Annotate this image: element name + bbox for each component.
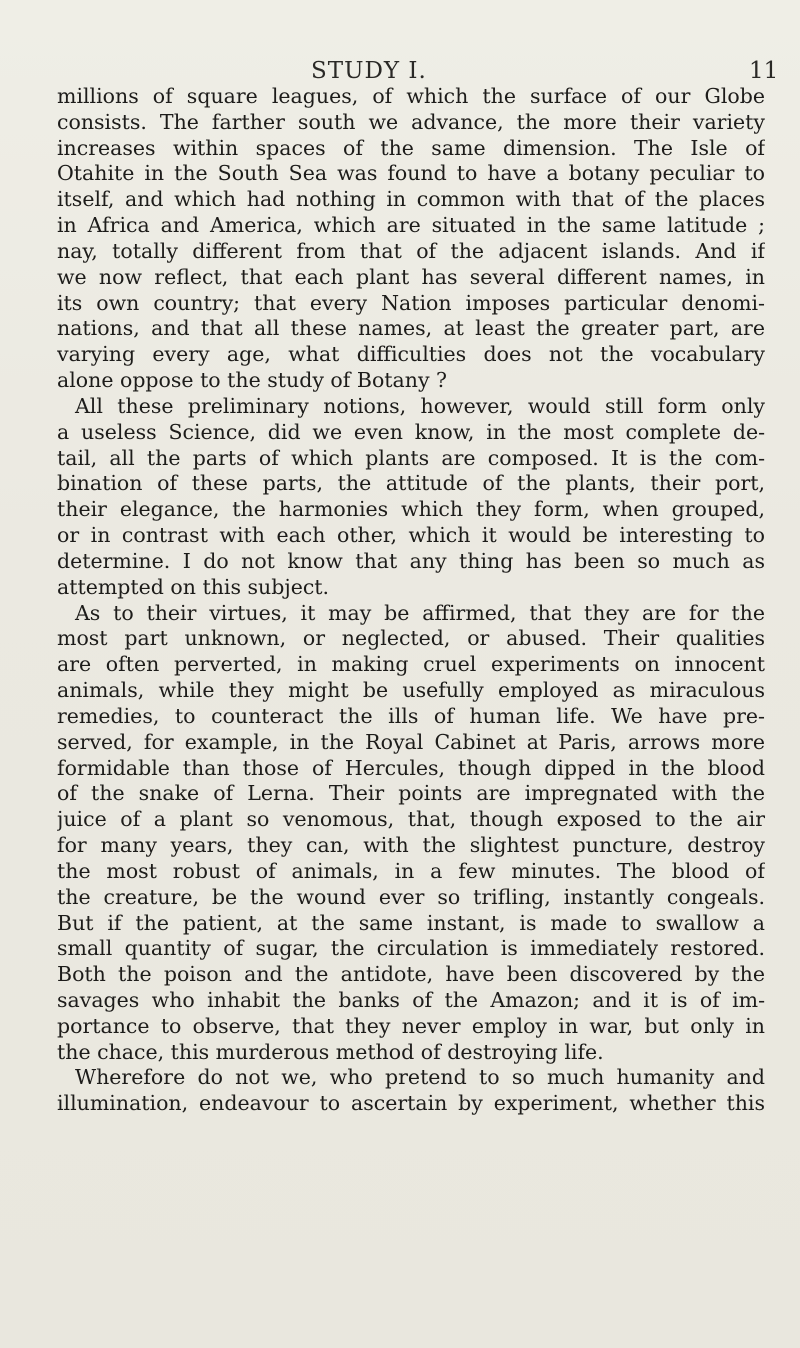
- text-line: for many years, they can, with the slightest puncture, destroy: [57, 833, 765, 858]
- text-line: the chace, this murderous method of destroying life.: [57, 1039, 604, 1064]
- text-line: Wherefore do not we, who pretend to so much humanity and: [75, 1065, 765, 1090]
- text-line: served, for example, in the Royal Cabinet at Paris, arrows more: [57, 729, 765, 754]
- text-line: millions of square leagues, of which the surface of our Globe: [57, 84, 765, 108]
- text-line: of the snake of Lerna. Their points are impregnated with the: [57, 781, 765, 806]
- page-number: 11: [749, 58, 779, 84]
- text-line: formidable than those of Hercules, though dipped in the blood: [57, 755, 765, 780]
- text-line: attempted on this subject.: [57, 574, 330, 599]
- text-line: tail, all the parts of which plants are composed. It is the com-: [57, 445, 765, 470]
- text-line: Otahite in the South Sea was found to have a botany peculiar to: [57, 161, 765, 186]
- text-line: nations, and that all these names, at least the greater part, are: [57, 316, 765, 341]
- text-line: nay, totally different from that of the adjacent islands. And if: [57, 238, 765, 263]
- text-line: varying every age, what difficulties does not the vocabulary: [57, 342, 765, 367]
- text-line: alone oppose to the study of Botany ?: [57, 368, 448, 393]
- text-line: All these preliminary notions, however, would still form only: [75, 393, 765, 418]
- running-head-title: STUDY I.: [311, 58, 427, 84]
- text-line: are often perverted, in making cruel experiments on innocent: [57, 652, 765, 677]
- text-line: their elegance, the harmonies which they form, when grouped,: [57, 497, 765, 522]
- text-line: illumination, endeavour to ascertain by experiment, whether this: [57, 1091, 765, 1116]
- text-line: But if the patient, at the same instant, is made to swallow a: [57, 910, 765, 935]
- text-line: animals, while they might be usefully employed as miraculous: [57, 678, 765, 703]
- text-line: small quantity of sugar, the circulation is immediately restored.: [57, 936, 765, 961]
- text-line: determine. I do not know that any thing has been so much as: [57, 548, 765, 573]
- text-line: portance to observe, that they never employ in war, but only in: [57, 1013, 765, 1038]
- text-line: consists. The farther south we advance, the more their variety: [57, 109, 765, 134]
- text-line: the creature, be the wound ever so trifling, instantly congeals.: [57, 884, 765, 909]
- text-line: we now reflect, that each plant has several different names, in: [57, 264, 765, 289]
- text-line: remedies, to counteract the ills of human life. We have pre-: [57, 703, 765, 728]
- text-line: or in contrast with each other, which it would be interesting to: [57, 523, 765, 548]
- text-line: most part unknown, or neglected, or abused. Their qualities: [57, 626, 765, 651]
- text-line: itself, and which had nothing in common with that of the places: [57, 187, 765, 212]
- text-line: Both the poison and the antidote, have been discovered by the: [57, 962, 765, 987]
- text-line: a useless Science, did we even know, in the most complete de-: [57, 419, 765, 444]
- text-line: juice of a plant so venomous, that, though exposed to the air: [57, 807, 765, 832]
- text-line: bination of these parts, the attitude of the plants, their port,: [57, 471, 765, 496]
- text-line: its own country; that every Nation imposes particular denomi-: [57, 290, 765, 315]
- text-line: savages who inhabit the banks of the Amazon; and it is of im-: [57, 987, 765, 1012]
- text-line: in Africa and America, which are situated in the same latitude ;: [57, 213, 765, 238]
- text-line: the most robust of animals, in a few minutes. The blood of: [57, 858, 765, 883]
- text-line: increases within spaces of the same dimension. The Isle of: [57, 135, 765, 160]
- text-line: As to their virtues, it may be affirmed, that they are for the: [75, 600, 765, 625]
- body-text: [57, 84, 765, 1117]
